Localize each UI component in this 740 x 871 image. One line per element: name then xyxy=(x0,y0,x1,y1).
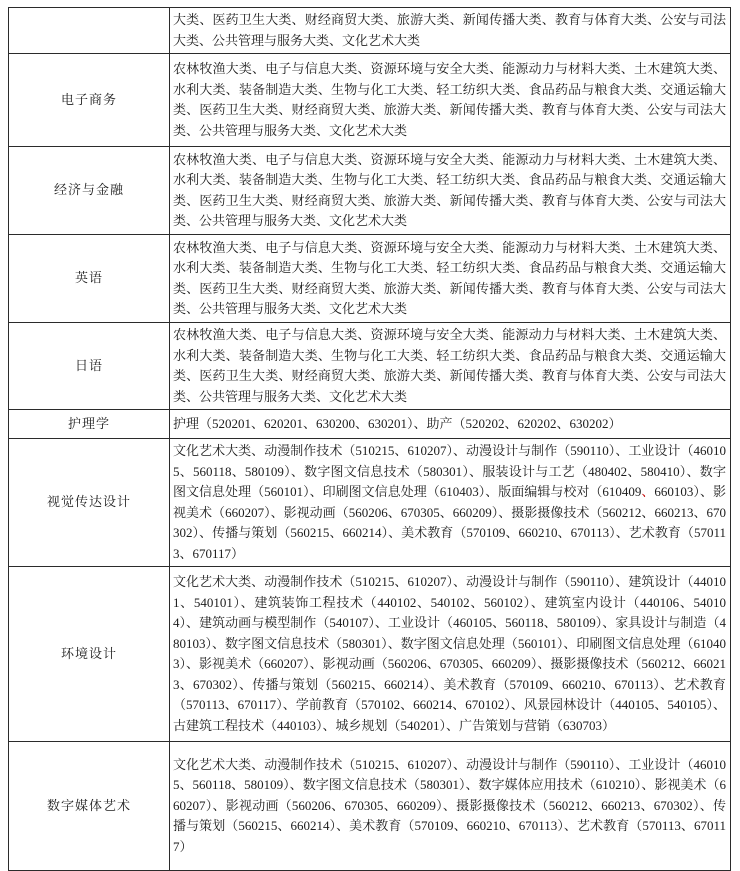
categories-text: 文化艺术大类、动漫制作技术（510215、610207）、动漫设计与制作（590110）、工业设计（460105、560118、580109）、数字图文信息技术（580301）、数字媒体应用技术（610210）、影视美术（660207）、影视动画（560206、670305、660209）、摄影摄像技术（560212、660213、670302）、传播与策划（560215、660214）、美术教育（570109、660210、670113）、艺术教育（570113、670117） xyxy=(173,756,726,854)
table-row xyxy=(9,439,731,567)
categories-text: 农林牧渔大类、电子与信息大类、资源环境与安全大类、能源动力与材料大类、土木建筑大类、水利大类、装备制造大类、生物与化工大类、轻工纺织大类、食品药品与粮食大类、交通运输大类、医药卫生大类、财经商贸大类、旅游大类、新闻传播大类、教育与体育大类、公安与司法大类、公共管理与服务大类、文化艺术大类 xyxy=(173,239,726,316)
table-row xyxy=(9,8,731,54)
eligible-categories-cell xyxy=(170,323,731,410)
major-name-cell: 电子商务 xyxy=(9,54,170,147)
major-name-cell: 经济与金融 xyxy=(9,147,170,235)
categories-text: 文化艺术大类、动漫制作技术（510215、610207）、动漫设计与制作（590110）、建筑设计（440101、540101）、建筑装饰工程技术（440102、540102、560102）、建筑室内设计（440106、540104）、建筑动画与模型制作（540107）、工业设计（460105、560118、580109）、家具设计与制造（480103）、数字图文信息技术（580301）、数字图文信息处理（560101）、印刷图文信息处理（610403）、影视美术（660207）、影视动画（560206、670305、660209）、摄影摄像技术（560212、660213、670302）、传播与策划（560215、660214）、美术教育（570109、660210、670113）、艺术教育（570113、670117）、学前教育（570102、660214、670102）、风景园林设计（440105、540105）、古建筑工程技术（440103）、城乡规划（540201）、广告策划与营销（630703） xyxy=(173,574,726,733)
major-name-cell: 英语 xyxy=(9,235,170,323)
major-name-cell: 日语 xyxy=(9,323,170,410)
eligible-categories-cell xyxy=(170,235,731,323)
table-row xyxy=(9,147,731,235)
major-name-cell: 环境设计 xyxy=(9,567,170,742)
highlighted-separator: 、 xyxy=(641,484,655,499)
categories-text: 农林牧渔大类、电子与信息大类、资源环境与安全大类、能源动力与材料大类、土木建筑大类、水利大类、装备制造大类、生物与化工大类、轻工纺织大类、食品药品与粮食大类、交通运输大类、医药卫生大类、财经商贸大类、旅游大类、新闻传播大类、教育与体育大类、公安与司法大类、公共管理与服务大类、文化艺术大类 xyxy=(173,61,726,138)
major-name-cell xyxy=(9,8,170,54)
major-name-cell: 护理学 xyxy=(9,410,170,439)
eligible-categories-cell xyxy=(170,410,731,439)
eligible-categories-cell xyxy=(170,54,731,147)
eligible-categories-cell xyxy=(170,147,731,235)
eligible-categories-cell xyxy=(170,8,731,54)
table-row xyxy=(9,54,731,147)
categories-text: 660103）、影视美术（660207）、影视动画（560206、670305、660209）、摄影摄像技术（560212、660213、670302）、传播与策划（560215、660214）、美术教育（570109、660210、670113）、艺术教育（570113、670117） xyxy=(173,484,726,561)
categories-text: 护理（520201、620201、630200、630201）、助产（520202、620202、630202） xyxy=(173,415,622,431)
categories-text: 大类、医药卫生大类、财经商贸大类、旅游大类、新闻传播大类、教育与体育大类、公安与司法大类、公共管理与服务大类、文化艺术大类 xyxy=(173,12,726,48)
eligible-categories-cell xyxy=(170,567,731,742)
eligible-categories-cell xyxy=(170,742,731,871)
categories-text: 农林牧渔大类、电子与信息大类、资源环境与安全大类、能源动力与材料大类、土木建筑大类、水利大类、装备制造大类、生物与化工大类、轻工纺织大类、食品药品与粮食大类、交通运输大类、医药卫生大类、财经商贸大类、旅游大类、新闻传播大类、教育与体育大类、公安与司法大类、公共管理与服务大类、文化艺术大类 xyxy=(173,151,726,228)
eligible-categories-cell xyxy=(170,439,731,567)
table-row xyxy=(9,567,731,742)
table-row xyxy=(9,742,731,871)
major-category-table xyxy=(8,7,731,871)
major-name-cell: 视觉传达设计 xyxy=(9,439,170,567)
table-row xyxy=(9,323,731,410)
categories-text: 农林牧渔大类、电子与信息大类、资源环境与安全大类、能源动力与材料大类、土木建筑大类、水利大类、装备制造大类、生物与化工大类、轻工纺织大类、食品药品与粮食大类、交通运输大类、医药卫生大类、财经商贸大类、旅游大类、新闻传播大类、教育与体育大类、公安与司法大类、公共管理与服务大类、文化艺术大类 xyxy=(173,327,726,404)
categories-text: 文化艺术大类、动漫制作技术（510215、610207）、动漫设计与制作（590110）、工业设计（460105、560118、580109）、数字图文信息技术（580301）、服装设计与工艺（480402、580410）、数字图文信息处理（560101）、印刷图文信息处理（610403）、版面编辑与校对（610409 xyxy=(173,443,726,499)
table-row xyxy=(9,235,731,323)
major-name-cell: 数字媒体艺术 xyxy=(9,742,170,871)
table-row xyxy=(9,410,731,439)
